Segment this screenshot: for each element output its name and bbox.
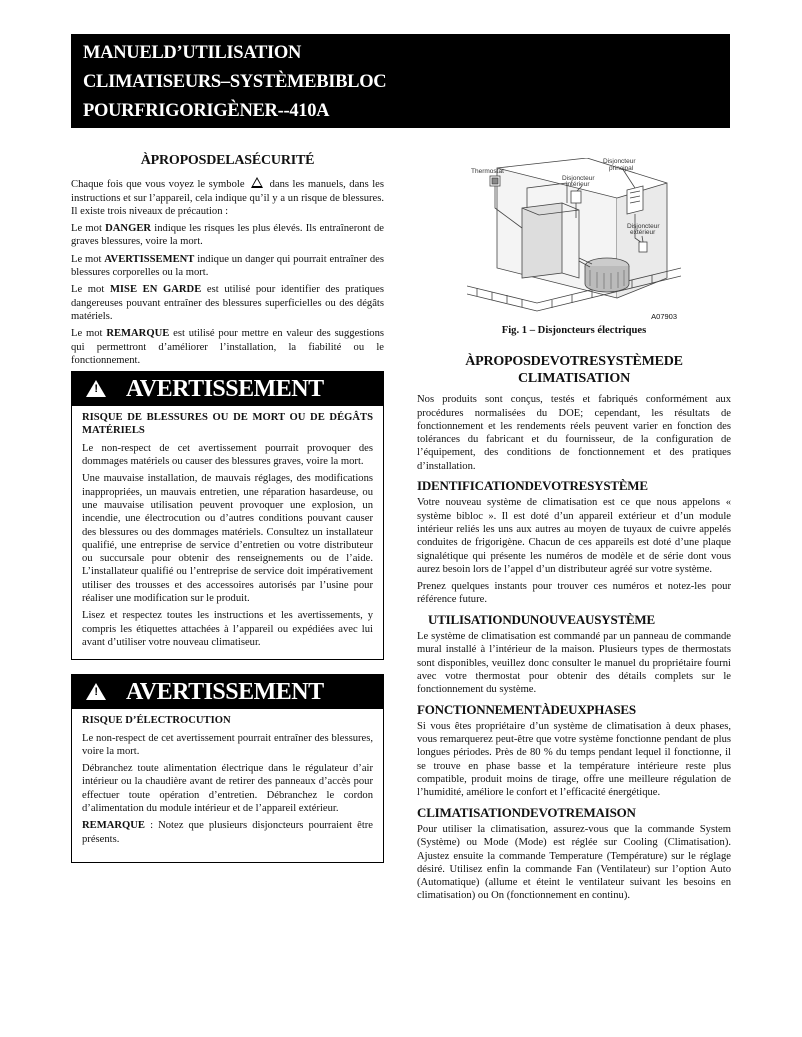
breakers-figure	[467, 158, 681, 321]
warning-subtitle: RISQUE D’ÉLECTROCUTION	[82, 715, 231, 727]
identification-title: IDENTIFICATIONDEVOTRESYSTÈME	[417, 478, 648, 494]
two-phase-title: FONCTIONNEMENTÀDEUXPHASES	[417, 701, 636, 717]
home-ac-title: CLIMATISATIONDEVOTREMAISON	[417, 804, 636, 820]
warning-subtitle: RISQUE DE BLESSURES OU DE MORT OU DE DÉGÂTS MATÉRIELS	[82, 412, 373, 437]
warning-box-injury	[71, 371, 384, 660]
about-system-title: ÀPROPOSDEVOTRESYSTÈMEDE CLIMATISATION	[465, 354, 683, 387]
warning-paragraph: Une mauvaise installation, de mauvais réglages, des modifications inappropriées, un mauvais entretien, une réparation hasardeuse, ou une mauvaise utilisation peuvent provoquer une explosion, un incendie, une électrocution ou d’autres conditions pouvant causer des blessures ou des dommages matériels. Consultez un installateur qualifié, une entreprise de service d’entretien ou votre distributeur ou succursale pour obtenir des renseignements ou de l’aide. L’installateur qualifié ou l’entreprise de service doit impérativement utiliser des trousses et des accessoires autorisés par l’usine pour réaliser une modification sur le produit.	[82, 473, 373, 605]
warning-header: ! AVERTISSEMENT	[72, 372, 383, 406]
title-line-2: CLIMATISEURS–SYSTÈMEBIBLOC	[83, 72, 387, 92]
warning-paragraph: Le non-respect de cet avertissement pourrait provoquer des dommages matériels ou causer des blessures graves, voire la mort.	[82, 442, 373, 468]
label-interior-breaker-line1: Disjoncteur	[562, 175, 595, 182]
warning-triangle-icon: !	[86, 683, 106, 700]
warning-box-electrocution	[71, 674, 384, 863]
warning-triangle-icon: !	[86, 380, 106, 397]
safety-intro: Chaque fois que vous voyez le symbole dans les manuels, dans les instructions et sur l’appareil, cela indique qu’il y a un risque de blessures. Il existe trois niveaux de précaution :	[71, 179, 385, 217]
figure-code: A07903	[651, 311, 677, 321]
about-system-paragraph: Nos produits sont conçus, testés et fabriqués conformément aux procédures normalisées du DOE; cependant, les résultats de fonctionnement et les rendements réels peuvent varier en fonction des tolérances du fabricant et du fournisseur, de la configuration de l’équipement, des conditions de fonctionnement et des pratiques d’installation.	[417, 394, 731, 472]
danger-definition: Le mot DANGER indique les risques les plus élevés. Ils entraîneront de graves blessures, voire la mort.	[71, 223, 384, 248]
right-column	[417, 150, 731, 907]
warning-note: REMARQUE : Notez que plusieurs disjoncteurs pourraient être présents.	[82, 820, 373, 845]
warning-paragraph: Débranchez toute alimentation électrique dans le régulateur d’air intérieur ou la chaudière avant de retirer des panneaux d’accès pour effectuer toute opération d’entretien. Débranchez le cordon d’alimentation du module intérieur et de l’appareil extérieur.	[82, 763, 373, 814]
warning-paragraph: Le non-respect de cet avertissement pourrait entraîner des blessures, voire la mort.	[82, 732, 373, 757]
label-exterior-breaker-line1: Disjoncteur	[627, 223, 660, 230]
title-line-1: MANUELD’UTILISATION	[83, 43, 302, 63]
identification-paragraph: Votre nouveau système de climatisation est ce que nous appelons « système bibloc ». Il est doté d’un appareil extérieur et d’un module intérieur reliés les uns aux autres au moyen de tuyaux de cuivre appelés conduites de frigorigène. Chacun de ces appareils est doté d’une plaque signalétique qui présente les numéros de modèle et de série dont vous aurez besoin lors de l’appel d’un distributeur agréé sur votre système.	[417, 497, 731, 575]
remarque-definition: Le mot REMARQUE est utilisé pour mettre en valeur des suggestions qui permettront d’améliorer l’installation, la fiabilité ou le fonctionnement.	[71, 328, 385, 366]
house-breakers-illustration	[467, 158, 681, 312]
avertissement-definition: Le mot AVERTISSEMENT indique un danger qui pourrait entraîner des blessures corporelles ou la mort.	[71, 253, 385, 279]
mise-en-garde-definition: Le mot MISE EN GARDE est utilisé pour identifier des pratiques dangereuses pouvant entraîner des blessures superficielles ou des dégâts matériels.	[71, 284, 384, 322]
label-main-breaker-line1: Disjoncteur	[603, 158, 636, 165]
title-line-3: POURFRIGORIGÈNER--410A	[83, 101, 330, 121]
home-ac-paragraph: Pour utiliser la climatisation, assurez-vous que la commande System (Système) ou Mode (Mode) est réglée sur Cooling (Climatisation). Ajustez ensuite la commande Temperature (Température) sur le réglage désiré. Utilisez enfin la commande Fan (Ventilateur) sur l’option Auto (Automatique) (allume et éteint le ventilateur suivant les besoins en climatisation) ou On (fonctionnement en continu).	[417, 823, 731, 902]
usage-paragraph: Le système de climatisation est commandé par un panneau de commande mural installé à l’intérieur de la maison. Plusieurs types de thermostats sont disponibles, veuillez donc consulter le manuel du propriétaire fourni avec votre thermostat pour obtenir des détails complets sur le fonctionnement du système.	[417, 631, 731, 696]
left-column	[71, 150, 384, 863]
two-phase-paragraph: Si vous êtes propriétaire d’un système de climatisation à deux phases, vous remarquerez peut-être que votre système fonctionne pendant de plus longues périodes. Près de 80 % du temps pendant lequel il fonctionne, il se trouve en phase basse et la température intérieure reste plus compatible, produit moins de tirage, offre une meilleure régulation de l’humidité, améliore le confort et l’efficacité énergétique.	[417, 720, 731, 799]
warning-triangle-icon	[251, 177, 263, 188]
title-banner	[71, 34, 730, 128]
warning-paragraph: Lisez et respectez toutes les instructions et les avertissements, y compris les étiquettes attachées à l’appareil ou expédiées avec lui avant d’utiliser votre nouveau climatiseur.	[82, 610, 373, 648]
figure-caption: Fig. 1 – Disjoncteurs électriques	[501, 325, 647, 336]
identification-paragraph: Prenez quelques instants pour trouver ces numéros et notez-les pour référence future.	[417, 581, 731, 606]
usage-title: UTILISATIONDUNOUVEAUSYSTÈME	[428, 611, 655, 627]
warning-header: ! AVERTISSEMENT	[72, 675, 383, 709]
safety-title: ÀPROPOSDELASÉCURITÉ	[140, 153, 315, 168]
label-interior-breaker-line2: intérieur	[566, 181, 590, 188]
label-thermostat: Thermostat	[471, 168, 504, 175]
label-main-breaker-line2: principal	[609, 165, 634, 172]
label-exterior-breaker-line2: extérieur	[630, 229, 656, 236]
